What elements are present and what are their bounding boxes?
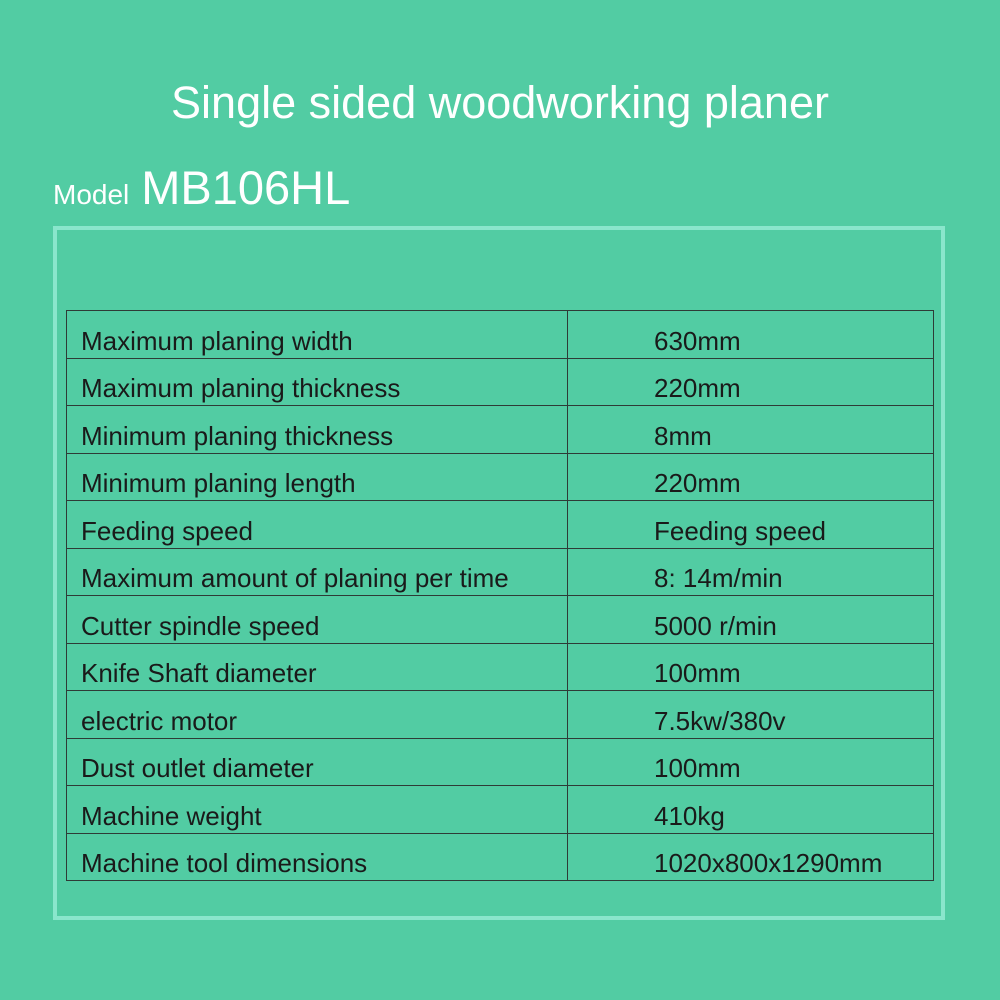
table-row xyxy=(67,501,934,549)
spec-value: 1020x800x1290mm xyxy=(568,833,934,881)
model-line xyxy=(53,160,350,215)
table-row xyxy=(67,453,934,501)
model-number: MB106HL xyxy=(141,161,351,214)
table-row xyxy=(67,596,934,644)
spec-name: Knife Shaft diameter xyxy=(67,643,568,691)
spec-name: Maximum planing thickness xyxy=(67,358,568,406)
spec-name: Maximum amount of planing per time xyxy=(67,548,568,596)
spec-name: Cutter spindle speed xyxy=(67,596,568,644)
spec-name: Minimum planing length xyxy=(67,453,568,501)
table-row xyxy=(67,786,934,834)
spec-value: 220mm xyxy=(568,358,934,406)
spec-value: 8mm xyxy=(568,406,934,454)
spec-name: Feeding speed xyxy=(67,501,568,549)
spec-value: 8: 14m/min xyxy=(568,548,934,596)
table-row xyxy=(67,691,934,739)
spec-name: Dust outlet diameter xyxy=(67,738,568,786)
spec-value: 220mm xyxy=(568,453,934,501)
table-row xyxy=(67,548,934,596)
table-row xyxy=(67,311,934,359)
spec-table xyxy=(66,310,934,881)
spec-name: Maximum planing width xyxy=(67,311,568,359)
spec-name: Machine weight xyxy=(67,786,568,834)
table-row xyxy=(67,643,934,691)
spec-value: 410kg xyxy=(568,786,934,834)
spec-value: Feeding speed xyxy=(568,501,934,549)
spec-value: 100mm xyxy=(568,643,934,691)
spec-name: electric motor xyxy=(67,691,568,739)
spec-value: 100mm xyxy=(568,738,934,786)
table-row xyxy=(67,406,934,454)
page-title: Single sided woodworking planer xyxy=(171,77,829,128)
spec-value: 7.5kw/380v xyxy=(568,691,934,739)
model-label: Model xyxy=(53,179,130,210)
spec-value: 630mm xyxy=(568,311,934,359)
spec-name: Machine tool dimensions xyxy=(67,833,568,881)
table-row xyxy=(67,358,934,406)
table-row xyxy=(67,833,934,881)
spec-name: Minimum planing thickness xyxy=(67,406,568,454)
table-row xyxy=(67,738,934,786)
spec-value: 5000 r/min xyxy=(568,596,934,644)
